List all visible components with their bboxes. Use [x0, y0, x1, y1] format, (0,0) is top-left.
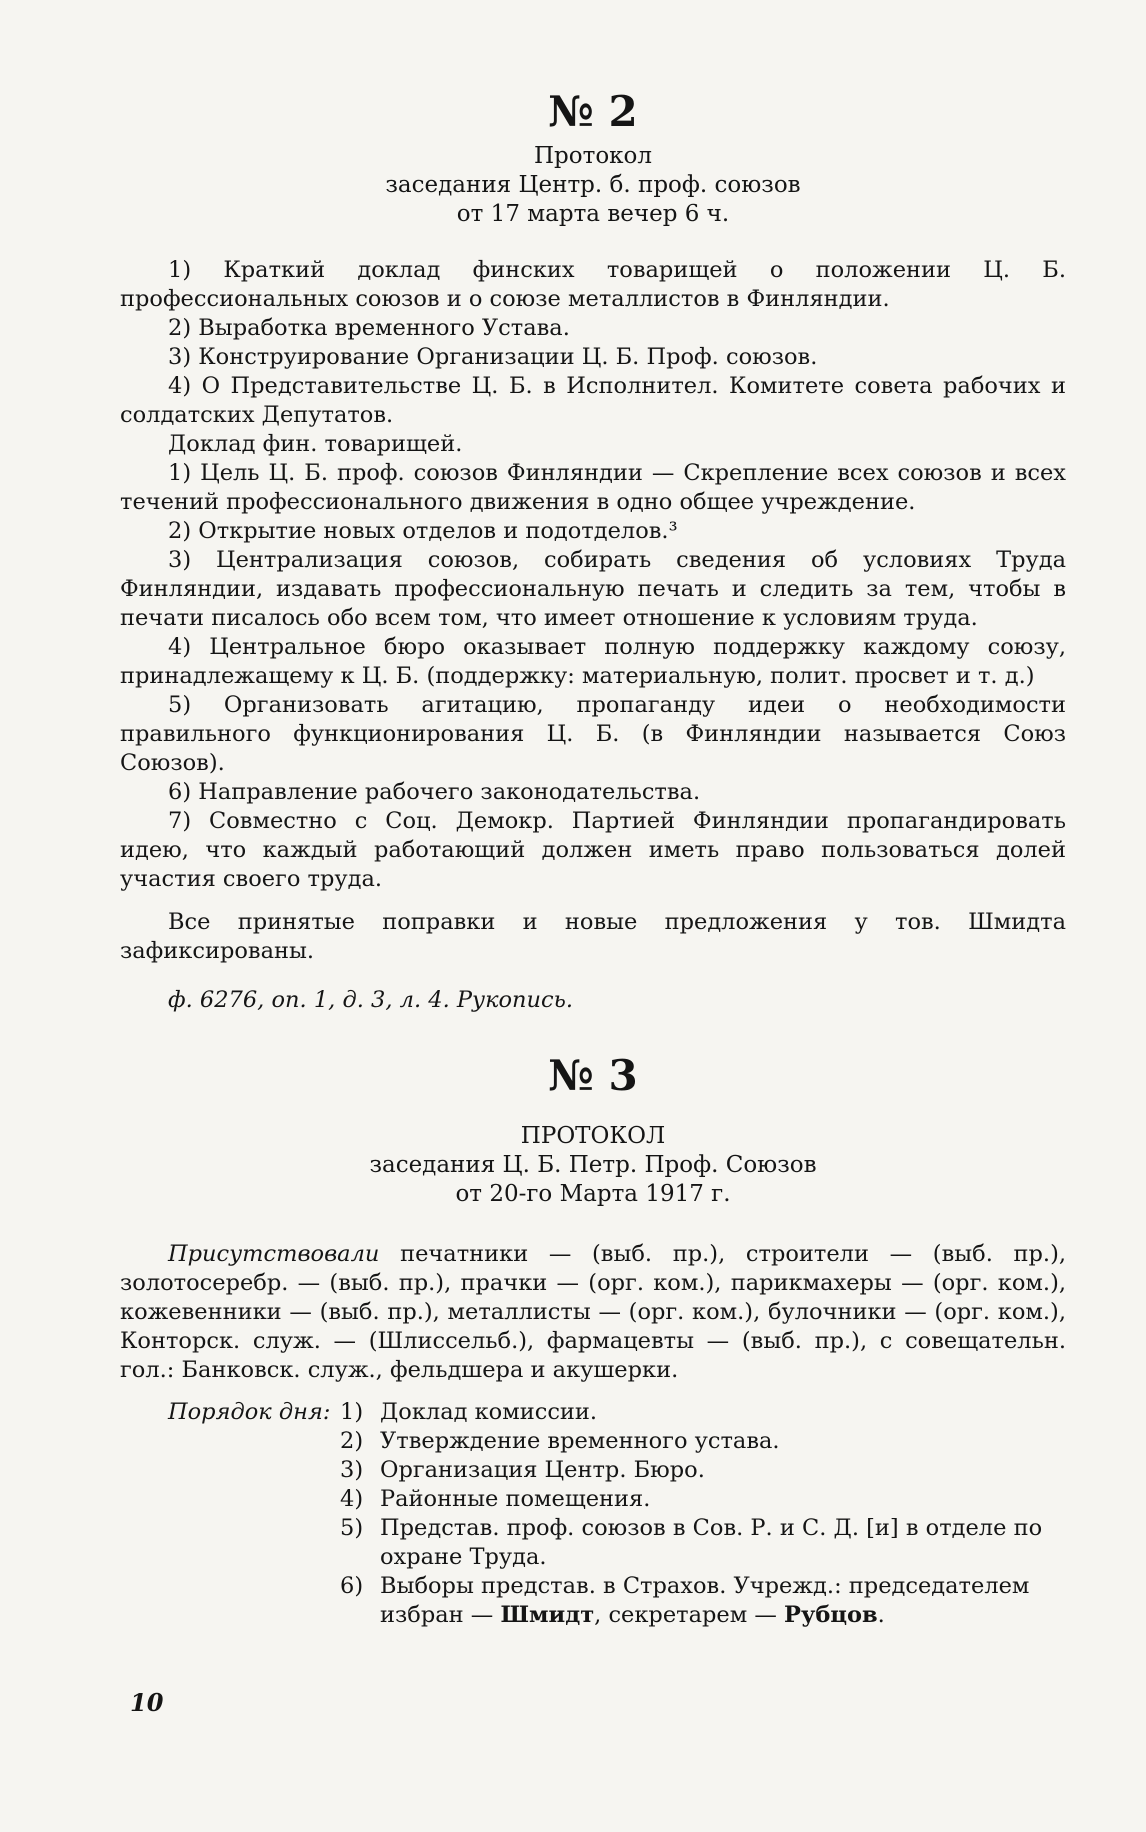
doc2-report-item: 3) Централизация союзов, собирать сведения об условиях Труда Финляндии, издавать профессиональную печать и следить за тем, чтобы в печати писалось обо всем том, что имеет отношение к условиям труда. — [120, 547, 1066, 631]
doc3-election-text: , секретарем — — [594, 1602, 785, 1628]
page-number: 10 — [130, 1688, 164, 1717]
doc3-agenda-list — [120, 1398, 1066, 1630]
doc3-agenda-item-number: 1) — [340, 1399, 364, 1425]
doc3-agenda-label: Порядок дня: — [168, 1399, 331, 1425]
doc3-agenda-item-number: 5) — [340, 1515, 364, 1541]
doc2-body — [120, 256, 1066, 1015]
doc2-report-item: 7) Совместно с Соц. Демокр. Партией Финляндии пропагандировать идею, что каждый работающий должен иметь право пользоваться долей участия своего труда. — [120, 808, 1066, 892]
doc2-report-item: 1) Цель Ц. Б. проф. союзов Финляндии — Скрепление всех союзов и всех течений профессионального движения в одно общее учреждение. — [120, 460, 1066, 515]
doc3-heading-line: заседания Ц. Б. Петр. Проф. Союзов — [369, 1152, 817, 1178]
chairman-name: Шмидт — [500, 1602, 595, 1628]
doc2-heading-line: заседания Центр. б. проф. союзов — [385, 172, 801, 198]
doc3-agenda-item — [340, 1572, 1066, 1630]
doc2-agenda-item: 2) Выработка временного Устава. — [168, 315, 570, 341]
doc2-header — [120, 86, 1066, 138]
doc3-election-text: . — [877, 1602, 885, 1628]
doc3-agenda-item-number: 3) — [340, 1457, 364, 1483]
doc3-agenda-item — [340, 1514, 1066, 1572]
doc3-number: № 3 — [548, 1051, 638, 1100]
doc3-header — [120, 1050, 1066, 1102]
doc3-agenda — [120, 1398, 1066, 1630]
doc2-agenda-item: 3) Конструирование Организации Ц. Б. Проф. союзов. — [168, 344, 818, 370]
doc3-attendance — [120, 1240, 1066, 1385]
doc2-agenda-item: 1) Краткий доклад финских товарищей о положении Ц. Б. профессиональных союзов и о союзе металлистов в Финляндии. — [120, 257, 1066, 312]
doc2-heading — [120, 142, 1066, 229]
doc3-agenda-item-text: Представ. проф. союзов в Сов. Р. и С. Д. [и] в отделе по охране Труда. — [380, 1515, 1043, 1570]
doc2-heading-line: Протокол — [533, 143, 653, 169]
doc3-heading — [120, 1122, 1066, 1209]
doc3-present-text: печатники — (выб. пр.), строители — (выб. пр.), золотосеребр. — (выб. пр.), прачки — (орг. ком.), парикмахеры — (орг. ком.), кожевенники — (выб. пр.), металлисты — (орг. ком.), булочники — (орг. ком.), Конторск. служ. — (Шлиссельб.), фармацевты — (выб. пр.), с совещательн. гол.: Банковск. служ., фельдшера и акушерки. — [120, 1241, 1066, 1383]
doc3-agenda-item-number: 2) — [340, 1428, 364, 1454]
doc3-agenda-item — [340, 1485, 1066, 1514]
doc2-report-item: 5) Организовать агитацию, пропаганду идеи о необходимости правильного функционирования Ц. Б. (в Финляндии называется Союз Союзов). — [120, 692, 1066, 776]
doc3-heading-line: от 20-го Марта 1917 г. — [455, 1181, 731, 1207]
doc2-number: № 2 — [548, 87, 638, 136]
doc2-report-title: Доклад фин. товарищей. — [168, 431, 463, 457]
doc3-present-paragraph — [120, 1240, 1066, 1385]
doc3-agenda-item — [340, 1456, 1066, 1485]
doc3-election-text: Выборы представ. в Страхов. Учрежд.: председателем избран — — [380, 1573, 1030, 1628]
doc3-agenda-item-text: Районные помещения. — [380, 1486, 651, 1512]
doc2-report-item: 6) Направление рабочего законодательства. — [168, 779, 701, 805]
doc3-present-label: Присутствовали — [168, 1241, 380, 1267]
doc3-agenda-item-number: 6) — [340, 1573, 364, 1599]
doc2-closing: Все принятые поправки и новые предложения у тов. Шмидта зафиксированы. — [120, 909, 1066, 964]
doc2-archive-source: ф. 6276, оп. 1, д. 3, л. 4. Рукопись. — [168, 987, 574, 1013]
doc2-agenda-item: 4) О Представительстве Ц. Б. в Исполнител. Комитете совета рабочих и солдатских Депутатов. — [120, 373, 1066, 428]
doc3-agenda-item — [340, 1427, 1066, 1456]
doc2-report-item: 2) Открытие новых отделов и подотделов.³ — [168, 518, 678, 544]
doc3-agenda-item-text: Организация Центр. Бюро. — [380, 1457, 705, 1483]
doc3-agenda-item — [340, 1398, 1066, 1427]
doc3-agenda-item-number: 4) — [340, 1486, 364, 1512]
doc3-heading-line: ПРОТОКОЛ — [520, 1123, 666, 1149]
secretary-name: Рубцов — [784, 1602, 878, 1628]
doc3-agenda-item-text: Утверждение временного устава. — [380, 1428, 780, 1454]
doc3-agenda-item-text: Доклад комиссии. — [380, 1399, 598, 1425]
doc2-heading-line: от 17 марта вечер 6 ч. — [456, 201, 730, 227]
doc2-report-item: 4) Центральное бюро оказывает полную поддержку каждому союзу, принадлежащему к Ц. Б. (поддержку: материальную, полит. просвет и т. д.) — [120, 634, 1066, 689]
